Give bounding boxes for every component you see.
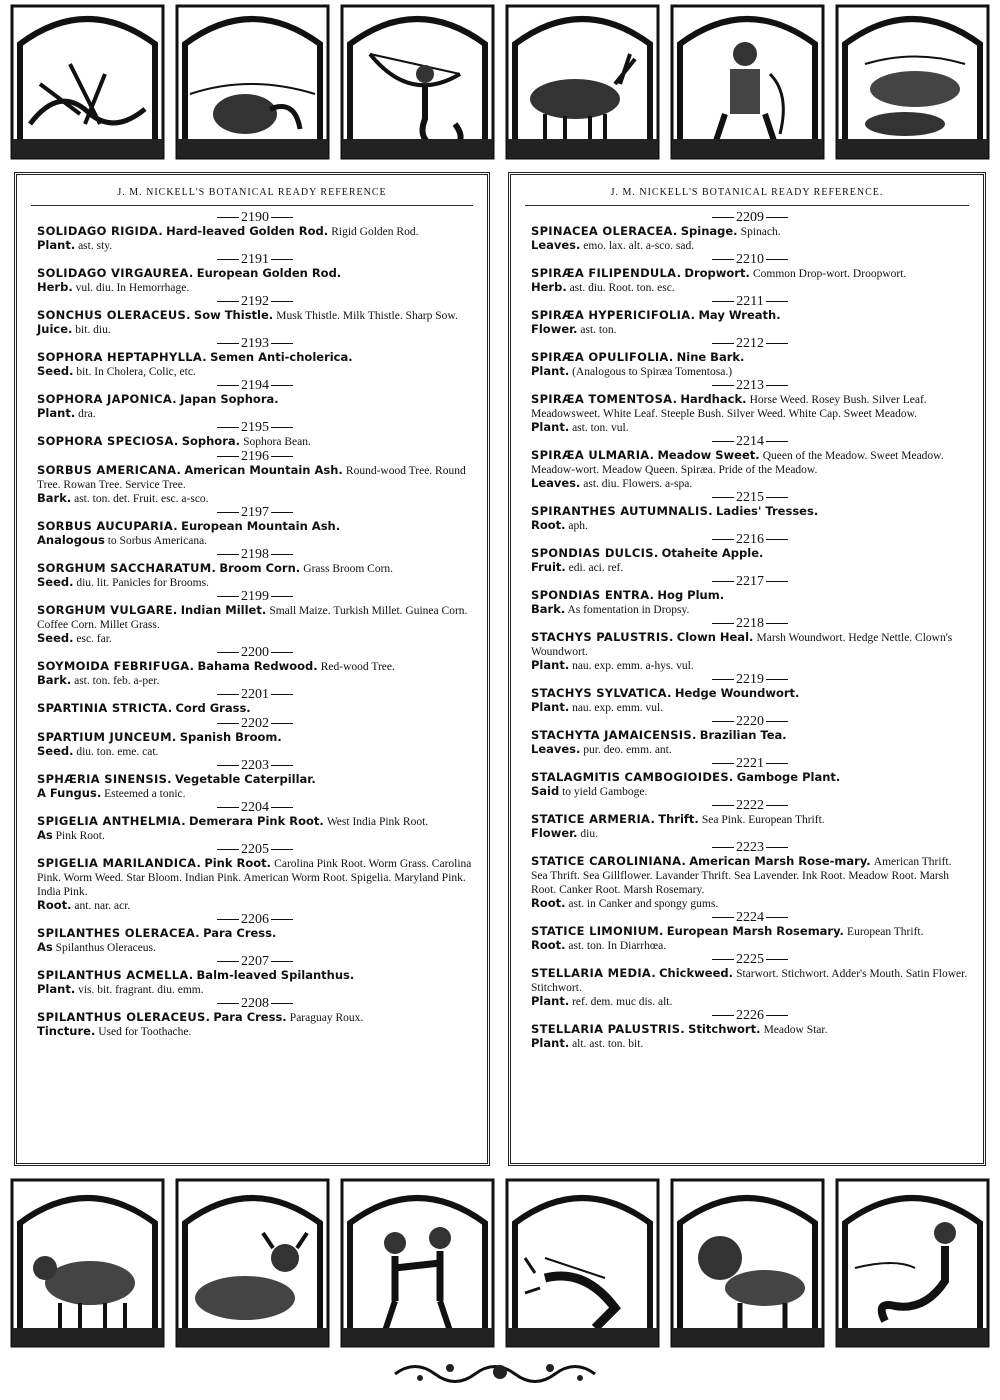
common-name: Japan Sophora.	[180, 392, 279, 406]
latin-name: SPHÆRIA SINENSIS.	[37, 772, 172, 786]
common-name: Demerara Pink Root.	[189, 814, 324, 828]
entry-2207	[37, 955, 473, 996]
plant-part: Leaves.	[531, 238, 581, 252]
plant-part: Seed.	[37, 575, 74, 589]
common-name: Hardhack.	[680, 392, 747, 406]
pisces-woodcut-icon	[835, 4, 990, 160]
right-entry-list	[511, 206, 983, 1050]
latin-name: SPARTIUM JUNCEUM.	[37, 730, 177, 744]
common-name: Spanish Broom.	[179, 730, 282, 744]
left-page-column	[14, 172, 490, 1166]
entry-2199	[37, 590, 473, 645]
plant-part: Plant.	[37, 238, 76, 252]
entry-number: 2212	[531, 337, 969, 351]
entry-2204	[37, 801, 473, 842]
plant-part: Seed.	[37, 364, 74, 378]
leo-woodcut-icon	[670, 1178, 825, 1348]
synonyms: Round-wood Tree. Round Tree. Rowan Tree. Service Tree.	[37, 465, 466, 491]
common-name: May Wreath.	[698, 308, 781, 322]
latin-name: SORGHUM SACCHARATUM.	[37, 561, 217, 575]
plant-part: Plant.	[531, 658, 570, 672]
entry-number: 2226	[531, 1009, 969, 1023]
plant-part: Plant.	[531, 1036, 570, 1050]
entry-2196	[37, 450, 473, 505]
entry-number: 2195	[37, 421, 473, 435]
entry-number: 2208	[37, 997, 473, 1011]
synonyms: Horse Weed. Rosey Bush. Silver Leaf. Meadowsweet. White Leaf. Steeple Bush. Silver Weed. White Cap. Sweet Meadow.	[531, 394, 927, 420]
properties: ast. ton.	[580, 324, 617, 336]
plant-part: Seed.	[37, 744, 74, 758]
synonyms: Sophora Bean.	[243, 436, 311, 448]
synonyms: West India Pink Root.	[326, 816, 429, 828]
plant-part: Said	[531, 784, 560, 798]
entry-number: 2223	[531, 841, 969, 855]
plant-part: Flower.	[531, 826, 578, 840]
synonyms: Marsh Woundwort. Hedge Nettle. Clown's Woundwort.	[531, 632, 953, 658]
entry-2208	[37, 997, 473, 1038]
plant-part: A Fungus.	[37, 786, 102, 800]
entry-2215	[531, 491, 969, 532]
properties: bit. diu.	[75, 324, 111, 336]
latin-name: STACHYS PALUSTRIS.	[531, 630, 674, 644]
synonyms: European Thrift.	[847, 926, 924, 938]
entry-2190	[37, 211, 473, 252]
synonyms: Paraguay Roux.	[289, 1012, 364, 1024]
plant-part: Analogous	[37, 533, 105, 547]
latin-name: SPIRÆA OPULIFOLIA.	[531, 350, 674, 364]
entry-2194	[37, 379, 473, 420]
common-name: Hog Plum.	[657, 588, 725, 602]
common-name: Clown Heal.	[676, 630, 754, 644]
properties: edi. aci. ref.	[568, 562, 624, 574]
plant-part: Root.	[531, 938, 566, 952]
latin-name: SPIRÆA TOMENTOSA.	[531, 392, 678, 406]
plant-part: Plant.	[37, 406, 76, 420]
properties: ast. in Canker and spongy gums.	[568, 898, 719, 910]
properties: to Sorbus Americana.	[107, 535, 208, 547]
entry-number: 2191	[37, 253, 473, 267]
properties: vul. diu. In Hemorrhage.	[75, 282, 190, 294]
properties: dra.	[78, 408, 96, 420]
properties: ant. nar. acr.	[74, 900, 131, 912]
entry-2210	[531, 253, 969, 294]
synonyms: American Thrift. Sea Thrift. Sea Gillflower. Lavander Thrift. Sea Lavender. Ink Root. Meadow Root. Marsh Root. Canker Root. Marsh Rosemary.	[531, 856, 952, 896]
entry-2218	[531, 617, 969, 672]
entry-2191	[37, 253, 473, 294]
synonyms: Meadow Star.	[763, 1024, 828, 1036]
running-header: J. M. NICKELL'S BOTANICAL READY REFERENCE.	[525, 175, 969, 206]
properties: ast. ton. In Diarrhœa.	[568, 940, 667, 952]
plant-part: Tincture.	[37, 1024, 96, 1038]
common-name: Hard-leaved Golden Rod.	[166, 224, 329, 238]
synonyms: Red-wood Tree.	[320, 661, 395, 673]
latin-name: SOPHORA JAPONICA.	[37, 392, 177, 406]
common-name: Nine Bark.	[676, 350, 745, 364]
plant-part: Seed.	[37, 631, 74, 645]
properties: ref. dem. muc dis. alt.	[572, 996, 673, 1008]
latin-name: SONCHUS OLERACEUS.	[37, 308, 191, 322]
common-name: Para Cress.	[203, 926, 277, 940]
entry-2220	[531, 715, 969, 756]
latin-name: STATICE LIMONIUM.	[531, 924, 664, 938]
entry-number: 2207	[37, 955, 473, 969]
common-name: American Mountain Ash.	[184, 463, 343, 477]
common-name: Otaheite Apple.	[661, 546, 764, 560]
latin-name: SPIGELIA MARILANDICA.	[37, 856, 202, 870]
entry-2219	[531, 673, 969, 714]
synonyms: Sea Pink. European Thrift.	[701, 814, 825, 826]
entry-number: 2213	[531, 379, 969, 393]
entry-number: 2214	[531, 435, 969, 449]
capricorn-woodcut-icon	[505, 4, 660, 160]
latin-name: SOYMOIDA FEBRIFUGA.	[37, 659, 195, 673]
common-name: Ladies' Tresses.	[716, 504, 819, 518]
entry-number: 2194	[37, 379, 473, 393]
properties: As fomentation in Dropsy.	[567, 604, 690, 616]
right-page-column	[508, 172, 986, 1166]
plant-part: Fruit.	[531, 560, 566, 574]
common-name: Balm-leaved Spilanthus.	[196, 968, 355, 982]
entry-2205	[37, 843, 473, 912]
entry-number: 2221	[531, 757, 969, 771]
latin-name: SPILANTHES OLERACEA.	[37, 926, 200, 940]
entry-number: 2217	[531, 575, 969, 589]
common-name: American Marsh Rose-mary.	[689, 854, 871, 868]
common-name: Spinage.	[680, 224, 738, 238]
plant-part: Flower.	[531, 322, 578, 336]
common-name: Sow Thistle.	[193, 308, 274, 322]
properties: diu.	[580, 828, 598, 840]
latin-name: STACHYTA JAMAICENSIS.	[531, 728, 697, 742]
properties: ast. sty.	[78, 240, 113, 252]
latin-name: SPINACEA OLERACEA.	[531, 224, 678, 238]
synonyms: Queen of the Meadow. Sweet Meadow. Meadow-wort. Meadow Queen. Spiræa. Pride of the Meadow.	[531, 450, 944, 476]
entry-number: 2193	[37, 337, 473, 351]
entry-2217	[531, 575, 969, 616]
entry-number: 2209	[531, 211, 969, 225]
entry-number: 2206	[37, 913, 473, 927]
latin-name: SPIGELIA ANTHELMIA.	[37, 814, 186, 828]
common-name: European Mountain Ash.	[181, 519, 341, 533]
scorpio-woodcut-icon	[10, 4, 165, 160]
properties: ast. ton. feb. a-per.	[74, 675, 160, 687]
entry-2214	[531, 435, 969, 490]
plant-part: Herb.	[37, 280, 73, 294]
latin-name: SPIRÆA FILIPENDULA.	[531, 266, 682, 280]
entry-number: 2218	[531, 617, 969, 631]
properties: diu. ton. eme. cat.	[76, 746, 159, 758]
common-name: Gamboge Plant.	[736, 770, 841, 784]
entry-number: 2220	[531, 715, 969, 729]
properties: emo. lax. alt. a-sco. sad.	[583, 240, 695, 252]
plant-part: Root.	[37, 898, 72, 912]
entry-number: 2190	[37, 211, 473, 225]
properties: pur. deo. emm. ant.	[583, 744, 672, 756]
plant-part: As	[37, 940, 53, 954]
plant-part: Plant.	[37, 982, 76, 996]
common-name: Broom Corn.	[219, 561, 301, 575]
latin-name: SORGHUM VULGARE.	[37, 603, 178, 617]
plant-part: Leaves.	[531, 742, 581, 756]
plant-part: Leaves.	[531, 476, 581, 490]
common-name: Chickweed.	[659, 966, 733, 980]
common-name: Dropwort.	[684, 266, 750, 280]
entry-number: 2192	[37, 295, 473, 309]
entry-2226	[531, 1009, 969, 1050]
common-name: Sophora.	[181, 434, 241, 448]
latin-name: SPONDIAS DULCIS.	[531, 546, 659, 560]
plant-part: Juice.	[37, 322, 73, 336]
entry-2223	[531, 841, 969, 910]
running-header: J. M. NICKELL'S BOTANICAL READY REFERENCE	[31, 175, 473, 206]
latin-name: STELLARIA PALUSTRIS.	[531, 1022, 686, 1036]
common-name: Hedge Woundwort.	[674, 686, 800, 700]
latin-name: SPIRANTHES AUTUMNALIS.	[531, 504, 713, 518]
common-name: Stitchwort.	[688, 1022, 761, 1036]
synonyms: Grass Broom Corn.	[303, 563, 394, 575]
properties: ast. diu. Flowers. a-spa.	[583, 478, 693, 490]
plant-part: Bark.	[531, 602, 566, 616]
entry-number: 2222	[531, 799, 969, 813]
entry-number: 2205	[37, 843, 473, 857]
synonyms: Starwort. Stichwort. Adder's Mouth. Satin Flower. Stitchwort.	[531, 968, 968, 994]
entry-number: 2196	[37, 450, 473, 464]
plant-part: Herb.	[531, 280, 567, 294]
latin-name: SOLIDAGO VIRGAUREA.	[37, 266, 194, 280]
plant-part: As	[37, 828, 53, 842]
entry-2209	[531, 211, 969, 252]
plant-part: Bark.	[37, 673, 72, 687]
latin-name: SPARTINIA STRICTA.	[37, 701, 173, 715]
properties: ast. diu. Root. ton. esc.	[569, 282, 675, 294]
entry-2195	[37, 421, 473, 449]
entry-2224	[531, 911, 969, 952]
entry-number: 2224	[531, 911, 969, 925]
common-name: Pink Root.	[204, 856, 272, 870]
entry-2202	[37, 717, 473, 758]
synonyms: Musk Thistle. Milk Thistle. Sharp Sow.	[276, 310, 458, 322]
synonyms: Rigid Golden Rod.	[331, 226, 419, 238]
plant-part: Bark.	[37, 491, 72, 505]
properties: ast. ton. vul.	[572, 422, 629, 434]
properties: (Analogous to Spiræa Tomentosa.)	[572, 366, 733, 378]
aries-woodcut-icon	[10, 1178, 165, 1348]
properties: esc. far.	[76, 633, 112, 645]
common-name: Cord Grass.	[175, 701, 251, 715]
latin-name: SPILANTHUS ACMELLA.	[37, 968, 194, 982]
latin-name: SOPHORA HEPTAPHYLLA.	[37, 350, 207, 364]
entry-2222	[531, 799, 969, 840]
common-name: Bahama Redwood.	[197, 659, 318, 673]
entry-2197	[37, 506, 473, 547]
properties: vis. bit. fragrant. diu. emm.	[78, 984, 204, 996]
latin-name: SPONDIAS ENTRA.	[531, 588, 655, 602]
entry-2206	[37, 913, 473, 954]
properties: ast. ton. det. Fruit. esc. a-sco.	[74, 493, 209, 505]
entry-number: 2219	[531, 673, 969, 687]
latin-name: STELLARIA MEDIA.	[531, 966, 656, 980]
properties: to yield Gamboge.	[562, 786, 648, 798]
synonyms: Small Maize. Turkish Millet. Guinea Corn. Coffee Corn. Millet Grass.	[37, 605, 468, 631]
entry-number: 2199	[37, 590, 473, 604]
left-entry-list	[17, 206, 487, 1038]
entry-2211	[531, 295, 969, 336]
entry-number: 2211	[531, 295, 969, 309]
properties: Used for Toothache.	[98, 1026, 192, 1038]
entry-2200	[37, 646, 473, 687]
latin-name: SORBUS AUCUPARIA.	[37, 519, 178, 533]
entry-2198	[37, 548, 473, 589]
latin-name: STATICE CAROLINIANA.	[531, 854, 687, 868]
common-name: Thrift.	[658, 812, 699, 826]
latin-name: STATICE ARMERIA.	[531, 812, 656, 826]
bottom-woodcut-border	[10, 1178, 990, 1348]
properties: bit. In Cholera, Colic, etc.	[76, 366, 196, 378]
synonyms: Spinach.	[740, 226, 781, 238]
cancer-woodcut-icon	[175, 4, 330, 160]
latin-name: SPILANTHUS OLERACEUS.	[37, 1010, 211, 1024]
plant-part: Plant.	[531, 994, 570, 1008]
latin-name: STACHYS SYLVATICA.	[531, 686, 672, 700]
latin-name: STALAGMITIS CAMBOGIOIDES.	[531, 770, 734, 784]
common-name: Semen Anti-cholerica.	[210, 350, 353, 364]
entry-number: 2215	[531, 491, 969, 505]
properties: Spilanthus Oleraceus.	[55, 942, 156, 954]
properties: diu. lit. Panicles for Brooms.	[76, 577, 209, 589]
latin-name: SOPHORA SPECIOSA.	[37, 434, 179, 448]
latin-name: SORBUS AMERICANA.	[37, 463, 182, 477]
common-name: European Marsh Rosemary.	[666, 924, 844, 938]
latin-name: SOLIDAGO RIGIDA.	[37, 224, 164, 238]
properties: Pink Root.	[55, 830, 105, 842]
properties: Esteemed a tonic.	[104, 788, 186, 800]
entry-2221	[531, 757, 969, 798]
properties: alt. ast. ton. bit.	[572, 1038, 644, 1050]
common-name: Meadow Sweet.	[657, 448, 760, 462]
entry-2213	[531, 379, 969, 434]
entry-number: 2210	[531, 253, 969, 267]
entry-number: 2203	[37, 759, 473, 773]
synonyms: Common Drop-wort. Droopwort.	[752, 268, 907, 280]
entry-2212	[531, 337, 969, 378]
entry-number: 2200	[37, 646, 473, 660]
latin-name: SPIRÆA HYPERICIFOLIA.	[531, 308, 696, 322]
vine-ornament-icon	[390, 1352, 610, 1392]
plant-part: Root.	[531, 518, 566, 532]
plant-part: Plant.	[531, 364, 570, 378]
virgo-mermaid-woodcut-icon	[835, 1178, 990, 1348]
entry-number: 2198	[37, 548, 473, 562]
entry-number: 2204	[37, 801, 473, 815]
cancer-woodcut-icon	[505, 1178, 660, 1348]
plant-part: Plant.	[531, 700, 570, 714]
plant-part: Root.	[531, 896, 566, 910]
entry-number: 2197	[37, 506, 473, 520]
entry-number: 2225	[531, 953, 969, 967]
entry-2203	[37, 759, 473, 800]
latin-name: SPIRÆA ULMARIA.	[531, 448, 655, 462]
entry-number: 2201	[37, 688, 473, 702]
common-name: European Golden Rod.	[196, 266, 342, 280]
taurus-woodcut-icon	[175, 1178, 330, 1348]
plant-part: Plant.	[531, 420, 570, 434]
entry-2216	[531, 533, 969, 574]
entry-2201	[37, 688, 473, 716]
common-name: Indian Millet.	[180, 603, 267, 617]
top-woodcut-border	[10, 4, 990, 160]
synonyms: Carolina Pink Root. Worm Grass. Carolina Pink. Worm Weed. Star Bloom. Indian Pink. American Worm Root. Spigelia. Maryland Pink. India Pink.	[37, 858, 472, 898]
entry-2193	[37, 337, 473, 378]
properties: nau. exp. emm. a-hys. vul.	[572, 660, 694, 672]
common-name: Para Cress.	[213, 1010, 287, 1024]
properties: nau. exp. emm. vul.	[572, 702, 664, 714]
sagittarius-woodcut-icon	[340, 4, 495, 160]
entry-number: 2202	[37, 717, 473, 731]
properties: aph.	[568, 520, 588, 532]
common-name: Vegetable Caterpillar.	[174, 772, 316, 786]
aquarius-woodcut-icon	[670, 4, 825, 160]
entry-2192	[37, 295, 473, 336]
common-name: Brazilian Tea.	[699, 728, 787, 742]
gemini-woodcut-icon	[340, 1178, 495, 1348]
entry-number: 2216	[531, 533, 969, 547]
entry-2225	[531, 953, 969, 1008]
